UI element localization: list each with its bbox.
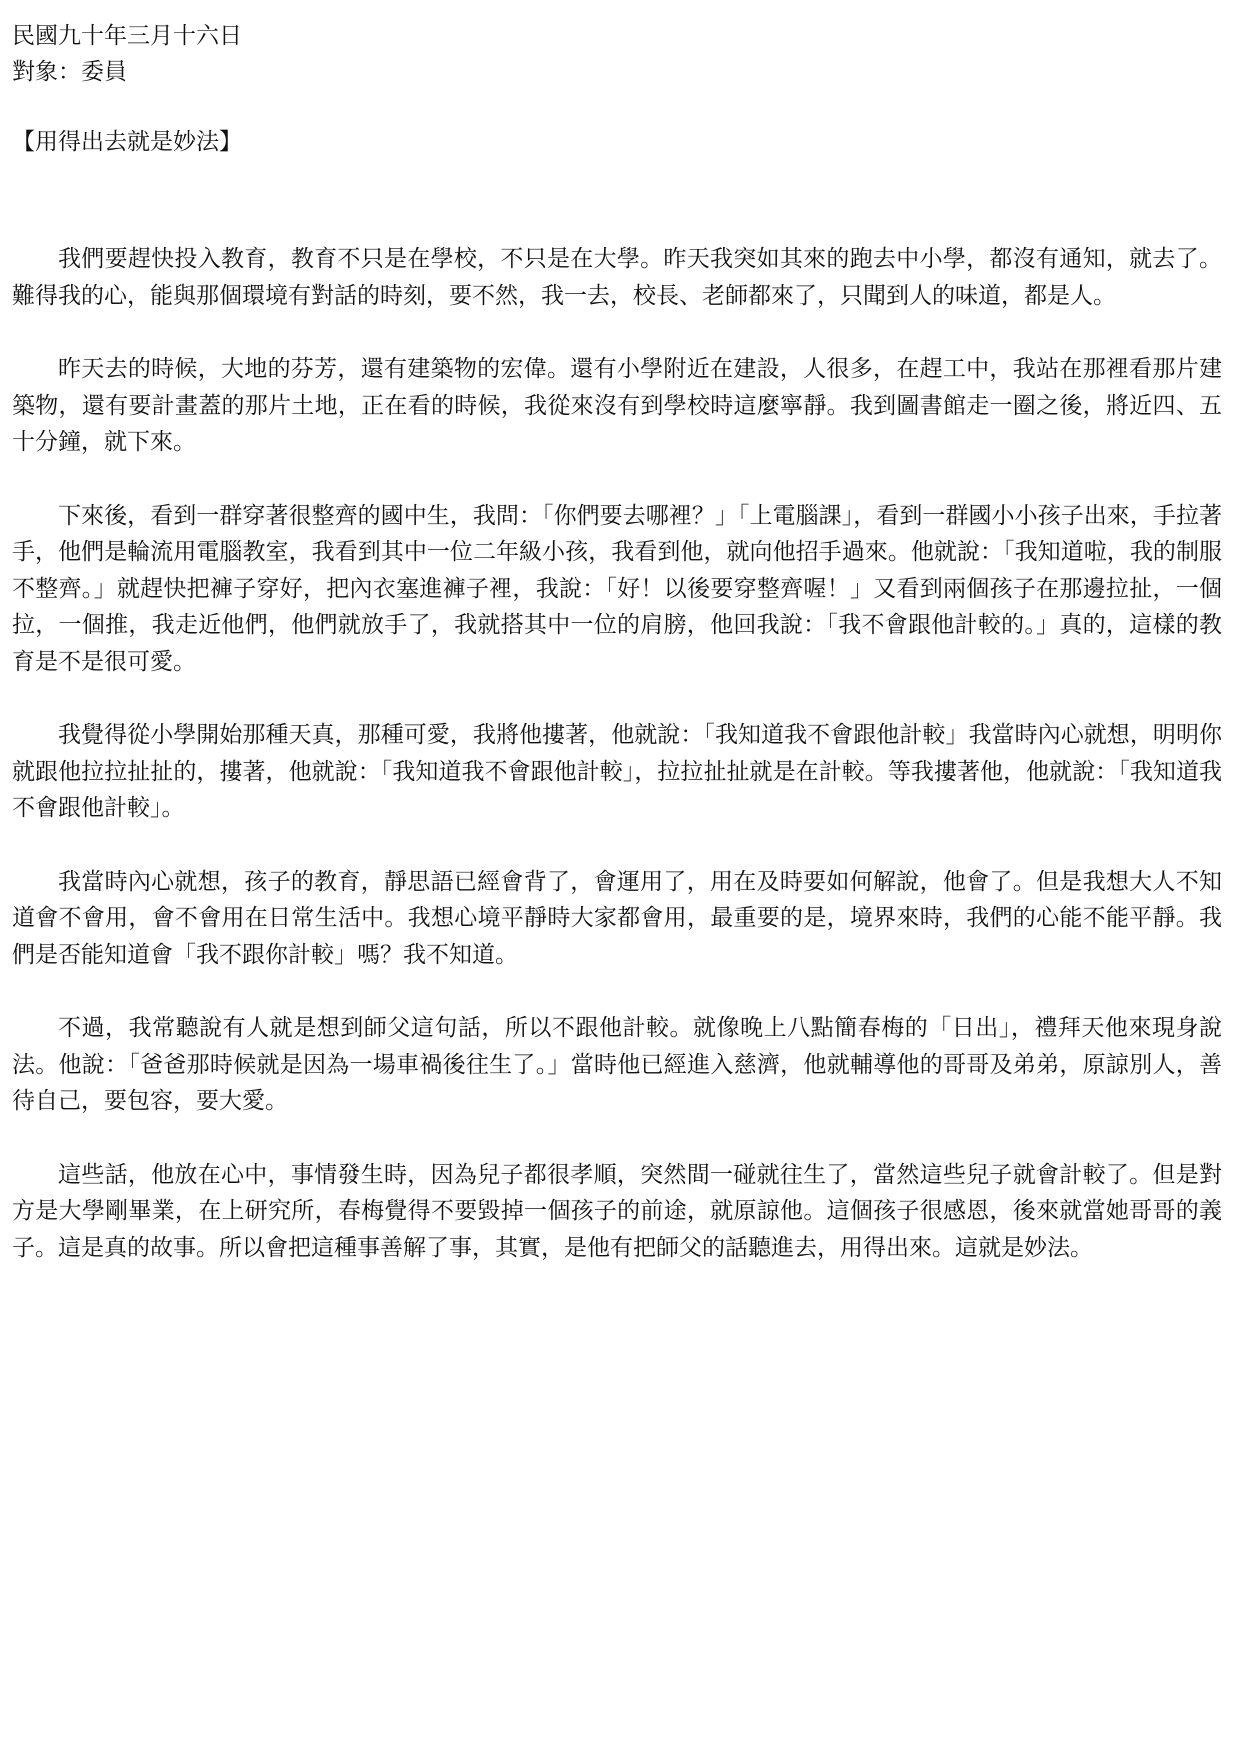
paragraph-5: 我當時內心就想，孩子的教育，靜思語已經會背了，會運用了，用在及時要如何解說，他會了。但是我想大人不知道會不會用，會不會用在日常生活中。我想心境平靜時大家都會用，最重要的是，境界來時，我們的心能不能平靜。我們是否能知道會「我不跟你計較」嗎？我不知道。 [12, 868, 1222, 968]
document-body [12, 241, 1222, 1266]
paragraph-4: 我覺得從小學開始那種天真，那種可愛，我將他摟著，他就說：「我知道我不會跟他計較」我當時內心就想，明明你就跟他拉拉扯扯的，摟著，他就說：「我知道我不會跟他計較」，拉拉扯扯就是在計較。等我摟著他，他就說：「我知道我不會跟他計較」。 [12, 722, 1222, 821]
paragraph-7: 這些話，他放在心中，事情發生時，因為兒子都很孝順，突然間一碰就往生了，當然這些兒子就會計較了。但是對方是大學剛畢業，在上研究所，春梅覺得不要毀掉一個孩子的前途，就原諒他。這個孩子很感恩，後來就當她哥哥的義子。這是真的故事。所以會把這種事善解了事，其實，是他有把師父的話聽進去，用得出來。這就是妙法。 [12, 1161, 1222, 1261]
paragraph-2: 昨天去的時候，大地的芬芳，還有建築物的宏偉。還有小學附近在建設，人很多，在趕工中，我站在那裡看那片建築物，還有要計畫蓋的那片土地，正在看的時候，我從來沒有到學校時這麼寧靜。我到圖書館走一圈之後，將近四、五十分鐘，就下來。 [12, 356, 1222, 455]
audience-line: 對象：委員 [12, 59, 127, 85]
paragraph-6: 不過，我常聽說有人就是想到師父這句話，所以不跟他計較。就像晚上八點簡春梅的「日出」，禮拜天他來現身說法。他說：「爸爸那時候就是因為一場車禍後往生了。」當時他已經進入慈濟，他就輔導他的哥哥及弟弟，原諒別人，善待自己，要包容，要大愛。 [12, 1015, 1222, 1114]
paragraph-3: 下來後，看到一群穿著很整齊的國中生，我問：「你們要去哪裡？」「上電腦課」，看到一群國小小孩子出來，手拉著手，他們是輪流用電腦教室，我看到其中一位二年級小孩，我看到他，就向他招手過來。他就說：「我知道啦，我的制服不整齊。」就趕快把褲子穿好，把內衣塞進褲子裡，我說：「好！以後要穿整齊喔！」又看到兩個孩子在那邊拉扯，一個拉，一個推，我走近他們，他們就放手了，我就搭其中一位的肩膀，他回我說：「我不會跟他計較的。」真的，這樣的教育是不是很可愛。 [12, 502, 1222, 675]
document-title: 【用得出去就是妙法】 [12, 129, 242, 155]
date-line: 民國九十年三月十六日 [12, 23, 242, 49]
paragraph-1: 我們要趕快投入教育，教育不只是在學校，不只是在大學。昨天我突如其來的跑去中小學，都沒有通知，就去了。難得我的心，能與那個環境有對話的時刻，要不然，我一去，校長、老師都來了，只聞到人的味道，都是人。 [12, 246, 1222, 309]
